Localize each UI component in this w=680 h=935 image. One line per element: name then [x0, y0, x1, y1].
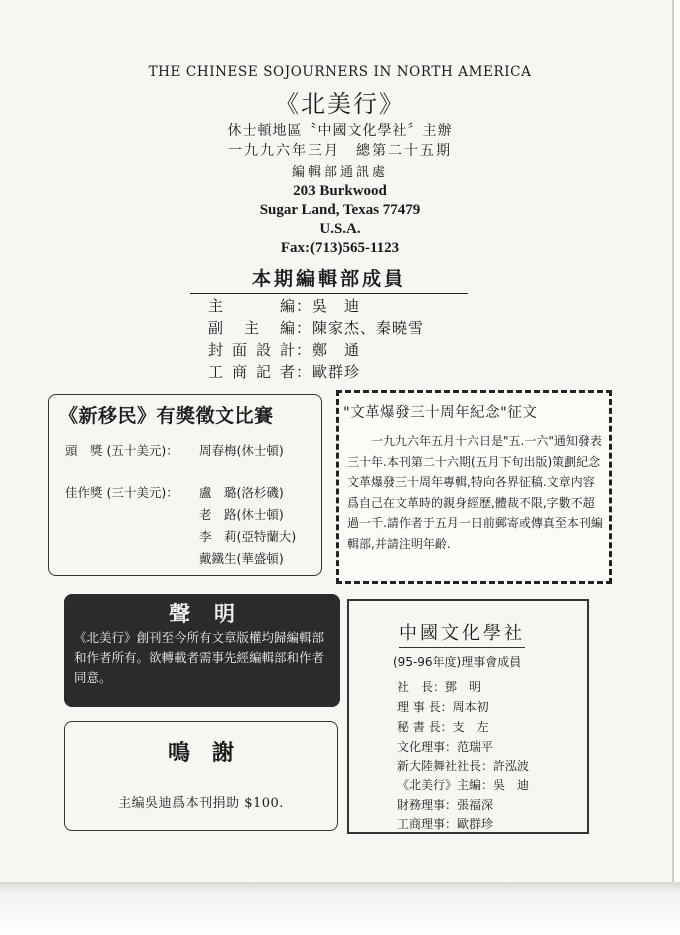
board-member: [397, 757, 529, 774]
essay-call-title: "文革爆發三十周年紀念"征文: [343, 405, 538, 421]
staff-name: 吳 迪: [312, 297, 361, 315]
board-role: 新大陸舞社社長：: [397, 759, 494, 773]
chinese-title: 《北美行》: [275, 90, 405, 118]
board-member: [397, 815, 493, 832]
copyright-notice-box: [64, 594, 340, 707]
staff-role: 副主編: [208, 319, 296, 337]
staff-separator: ：: [296, 297, 313, 315]
issue-line: 一九九六年三月 總第二十五期: [228, 143, 452, 159]
address-country: U.S.A.: [319, 221, 361, 237]
contest-box: [48, 394, 322, 576]
board-member: [397, 796, 493, 813]
society-title: 中國文化學社: [399, 619, 525, 648]
second-prize-winner: 戴鐵生(華盛頓): [199, 551, 284, 566]
thanks-body: 主编吳迪爲本刊捐助 $100.: [118, 796, 284, 811]
board-member: [397, 718, 489, 735]
board-role: 秘 書 長：: [397, 720, 453, 734]
board-member: [397, 698, 489, 715]
staff-name: 陳家杰、秦曉雪: [312, 319, 425, 337]
first-prize-winner: 周春梅(休士頓): [199, 443, 284, 458]
page-bottom-shadow: [0, 882, 680, 935]
board-name: 支 左: [452, 720, 489, 734]
staff-separator: ：: [296, 341, 313, 359]
staff-separator: ：: [296, 319, 313, 337]
staff-row: [208, 295, 360, 316]
staff-role: 主編: [208, 297, 296, 315]
second-prize-winner: 盧 璐(洛杉磯): [199, 485, 284, 500]
board-role: 《北美行》主編：: [397, 778, 494, 792]
board-member: [397, 678, 481, 695]
acknowledgement-box: [64, 721, 338, 831]
second-prize-winner: 老 路(休士頓): [199, 507, 284, 522]
board-role: 工商理事：: [397, 817, 458, 831]
staff-separator: ：: [296, 363, 313, 381]
board-name: 鄧 明: [445, 680, 482, 694]
staff-role: 封面設計: [208, 341, 296, 359]
notice-body: 《北美行》創刊至今所有文章版權均歸編輯部和作者所有。欲轉載者需事先經編輯部和作者同意。: [74, 630, 325, 685]
staff-row: [208, 317, 424, 338]
society-subtitle: (95-96年度)理事會成員: [393, 655, 522, 669]
staff-row: [208, 361, 360, 382]
second-prize-label: 佳作獎 (三十美元)：: [65, 485, 179, 500]
board-member: [397, 776, 529, 793]
staff-row: [208, 339, 360, 360]
notice-title: 聲明: [169, 602, 259, 626]
board-role: 財務理事：: [397, 798, 458, 812]
editorial-staff-heading: 本期編輯部成員: [190, 264, 468, 294]
board-member: [397, 738, 493, 755]
address-city: Sugar Land, Texas 77479: [259, 202, 421, 218]
contest-title: 《新移民》有獎徵文比賽: [59, 405, 274, 427]
staff-role: 工商記者: [208, 363, 296, 381]
staff-name: 歐群珍: [312, 363, 361, 381]
essay-call-body: 一九九六年五月十六日是"五.一六"通知發表三十年.本刊第二十六期(五月下旬出版)策劃紀念文革爆發三十周年專輯,特向各界征稿.文章内容爲自己在文革時的親身經歷,體裁不限,字數不超過一千.請作者于五月一日前郵寄或傳真至本刊編輯部,并請注明年齡.: [347, 434, 603, 551]
board-name: 范瑞平: [457, 740, 494, 754]
board-role: 文化理事：: [397, 740, 458, 754]
board-name: 張福深: [457, 798, 494, 812]
board-name: 周本初: [452, 700, 489, 714]
sponsor-line: 休士頓地區〝中國文化學社〞主辦: [227, 123, 453, 139]
office-line: 編輯部通訊處: [291, 165, 388, 180]
essay-call-box: [336, 390, 612, 584]
second-prize-winner: 李 莉(亞特蘭大): [199, 529, 297, 544]
society-board-box: [347, 599, 589, 834]
board-role: 理 事 長：: [397, 700, 453, 714]
first-prize-label: 頭 獎 (五十美元)：: [65, 443, 179, 458]
english-title: THE CHINESE SOJOURNERS IN NORTH AMERICA: [148, 64, 532, 80]
board-name: 吳 迪: [493, 778, 530, 792]
address-street: 203 Burkwood: [293, 183, 387, 199]
board-role: 社 長：: [397, 680, 446, 694]
fax-number: Fax:(713)565-1123: [280, 240, 400, 256]
board-name: 歐群珍: [457, 817, 494, 831]
board-name: 許泓波: [493, 759, 530, 773]
staff-name: 鄭 通: [312, 341, 361, 359]
thanks-title: 鳴謝: [167, 741, 256, 766]
